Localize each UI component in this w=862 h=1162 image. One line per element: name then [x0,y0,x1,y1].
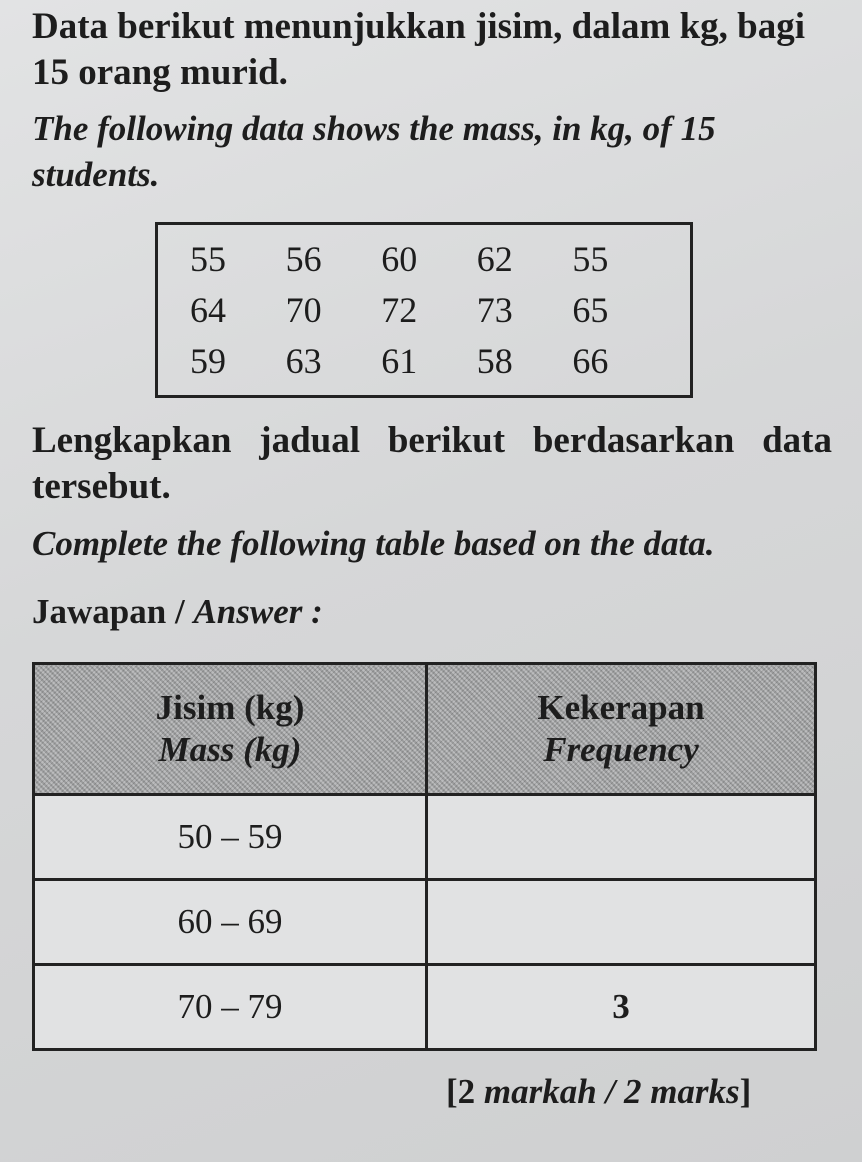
header-frequency [427,664,816,795]
answer-label [32,590,832,634]
mass-cell: 70 – 79 [34,965,427,1050]
data-value: 66 [572,341,609,382]
answer-label-malay: Jawapan / [32,592,185,631]
data-value: 55 [190,238,226,279]
header-freq-malay: Kekerapan [537,688,705,727]
english-intro-text: The following data shows the mass, in kg, of 15 students. [32,109,716,194]
header-freq-english: Frequency [543,730,699,769]
frequency-cell: 3 [427,965,816,1050]
mass-cell: 60 – 69 [34,880,427,965]
marks-close: ] [739,1072,752,1111]
table-row [34,965,816,1050]
data-value: 73 [476,289,513,330]
marks-label [446,1072,751,1112]
data-value: 72 [381,289,418,330]
data-value: 60 [381,238,418,279]
data-value: 64 [190,289,226,330]
data-value: 63 [285,341,322,382]
table-row [34,795,816,880]
header-mass-english: Mass (kg) [158,730,302,769]
data-value: 55 [572,238,609,279]
malay-intro-text: Data berikut menunjukkan jisim, dalam kg, bagi 15 orang murid. [32,6,806,94]
data-value: 70 [285,289,322,330]
data-value: 62 [476,238,513,279]
header-mass-malay: Jisim (kg) [155,688,305,727]
data-value: 58 [476,341,513,382]
header-mass [34,664,427,795]
malay-instruction-text: Lengkapkan jadual berikut berdasarkan data tersebut. [32,420,832,508]
frequency-cell[interactable] [427,795,816,880]
data-value: 65 [572,289,609,330]
data-value: 59 [190,341,226,382]
mass-cell: 50 – 59 [34,795,427,880]
data-value: 56 [285,238,322,279]
frequency-cell[interactable] [427,880,816,965]
answer-label-english: Answer : [193,592,323,631]
data-values-box [155,222,693,398]
frequency-table [32,662,817,1051]
english-instruction-text: Complete the following table based on the data. [32,524,715,563]
marks-text: markah / 2 marks [483,1072,740,1111]
data-value: 61 [381,341,418,382]
marks-open: [2 [446,1072,476,1111]
table-row [34,880,816,965]
